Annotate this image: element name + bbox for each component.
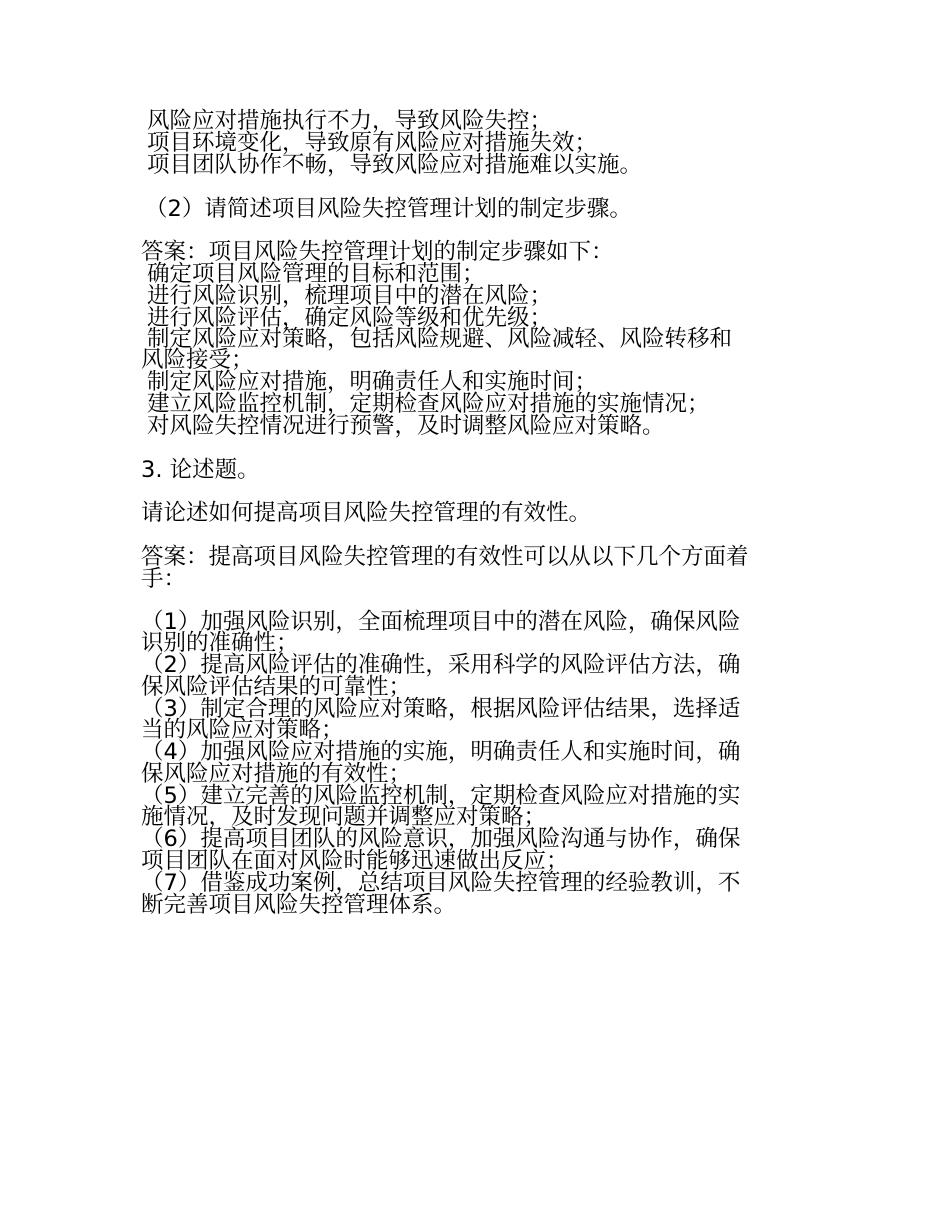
- point-line: （2）提高风险评估的准确性，采用科学的风险评估方法，确: [141, 652, 741, 678]
- point-line: （3）制定合理的风险应对策略，根据风险评估结果，选择适: [141, 696, 741, 722]
- risk-cause-line: 风险应对措施执行不力，导致风险失控；: [147, 108, 553, 134]
- risk-cause-line: 项目团队协作不畅，导致风险应对措施难以实施。: [147, 152, 643, 178]
- step-line: 制定风险应对措施，明确责任人和实施时间；: [147, 369, 598, 395]
- step-line: 确定项目风险管理的目标和范围；: [147, 261, 485, 287]
- point-line: 保风险应对措施的有效性；: [141, 761, 412, 787]
- risk-cause-line: 项目环境变化，导致原有风险应对措施失效；: [147, 130, 598, 156]
- point-line: （5）建立完善的风险监控机制，定期检查风险应对措施的实: [141, 783, 741, 809]
- point-line: 识别的准确性；: [141, 630, 299, 656]
- step-line: 建立风险监控机制，定期检查风险应对措施的实施情况；: [147, 391, 710, 417]
- point-line: 保风险评估结果的可靠性；: [141, 674, 412, 700]
- point-line: （1）加强风险识别，全面梳理项目中的潜在风险，确保风险: [141, 609, 741, 635]
- point-line: 当的风险应对策略；: [141, 717, 344, 743]
- step-line: 进行风险评估，确定风险等级和优先级；: [147, 305, 553, 331]
- answer-2-intro: 答案：项目风险失控管理计划的制定步骤如下：: [141, 239, 614, 265]
- point-line: （7）借鉴成功案例，总结项目风险失控管理的经验教训，不: [141, 870, 741, 896]
- answer-3-intro: 手：: [141, 566, 187, 592]
- answer-3-intro: 答案：提高项目风险失控管理的有效性可以从以下几个方面着: [141, 544, 749, 570]
- point-line: （6）提高项目团队的风险意识，加强风险沟通与协作，确保: [141, 826, 741, 852]
- step-line: 风险接受；: [141, 347, 254, 373]
- step-line: 进行风险识别，梳理项目中的潜在风险；: [147, 283, 553, 309]
- essay-question: 请论述如何提高项目风险失控管理的有效性。: [141, 500, 592, 526]
- point-line: 项目团队在面对风险时能够迅速做出反应；: [141, 848, 569, 874]
- step-line: 对风险失控情况进行预警，及时调整风险应对策略。: [147, 413, 665, 439]
- point-line: （4）加强风险应对措施的实施，明确责任人和实施时间，确: [141, 739, 741, 765]
- point-line: 断完善项目风险失控管理体系。: [141, 892, 457, 918]
- step-line: 制定风险应对策略，包括风险规避、风险减轻、风险转移和: [147, 326, 733, 352]
- question-2: （2）请简述项目风险失控管理计划的制定步骤。: [145, 196, 632, 222]
- point-line: 施情况，及时发现问题并调整应对策略；: [141, 804, 547, 830]
- section-3-heading: 3. 论述题。: [141, 457, 260, 483]
